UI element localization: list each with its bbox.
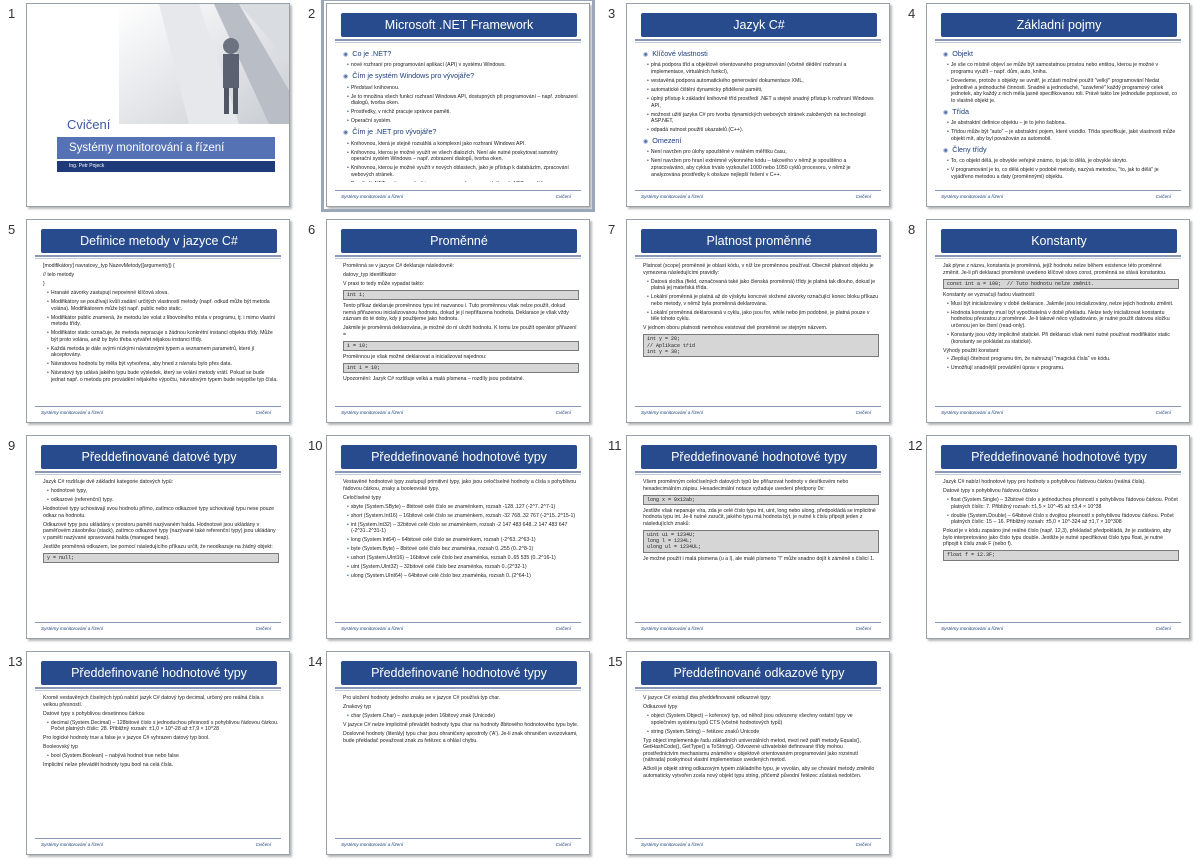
slide-body [643, 695, 879, 830]
slide-title: Předdefinované hodnotové typy [941, 445, 1177, 469]
title-underline [635, 469, 881, 477]
body-paragraph: Celočíselné typy [343, 494, 382, 501]
slide-frame[interactable] [26, 651, 290, 855]
title-underline-thick [335, 255, 581, 257]
slide-thumbnail-1[interactable] [0, 0, 292, 210]
bullet-item: • odkazové (referenční) typy. [43, 497, 279, 504]
slide-frame[interactable] [626, 651, 890, 855]
slide-number: 15 [608, 654, 623, 669]
slide-thumbnail-7[interactable] [600, 216, 892, 426]
body-paragraph: Odkazové typy [643, 703, 678, 710]
bullet-heading: ◉ Objekt [943, 49, 1179, 60]
title-underline-thin [635, 474, 881, 475]
bullet-item: • char (System.Char) – zastupuje jeden 16bitový znak (Unicode) [343, 713, 579, 720]
title-underline-thick [335, 687, 581, 689]
bullet-item: • Umožňují snadnější provádění úprav v programu. [943, 365, 1179, 372]
bullet-heading: ◉ Čím je systém Windows pro vývojáře? [343, 71, 579, 82]
slide-frame[interactable] [326, 435, 590, 639]
slide-title: Předdefinované odkazové typy [641, 661, 877, 685]
slide-title: Proměnné [341, 229, 577, 253]
slide-frame[interactable] [26, 219, 290, 423]
code-box: int y = 20; // Aplikace tříd int y = 30; [643, 334, 879, 357]
title-slide-heading: Cvičení [67, 117, 111, 132]
slide-title: Konstanty [941, 229, 1177, 253]
footer-section-name: Cvičení [255, 410, 271, 415]
bullet-heading: ◉ Co je .NET? [343, 49, 579, 60]
title-photo-image [119, 4, 290, 124]
bullet-heading: ◉ Členy třídy [943, 145, 1179, 156]
slide-frame[interactable] [26, 435, 290, 639]
slide-frame[interactable] [926, 3, 1190, 207]
bullet-item: • Zlepšují čitelnost programu tím, že nahrazují "magická čísla" ve kódu. [943, 356, 1179, 363]
slide-number: 10 [308, 438, 323, 453]
slide-title: Základní pojmy [941, 13, 1177, 37]
slide-thumbnail-6[interactable] [300, 216, 592, 426]
slide-frame[interactable] [926, 219, 1190, 423]
slide-body [643, 47, 879, 182]
body-paragraph: Booleovský typ [43, 744, 78, 751]
title-underline [335, 253, 581, 261]
title-underline-thin [335, 42, 581, 43]
bullet-item: • možnost užití jazyka C# pro tvorbu dynamických webových stránek založených na technologii ASP.NET, [643, 112, 879, 125]
bullet-item: • Modifikátor public znamená, že metodu lze volat z libovolného místa v programu, tj. i mimo vlastní metodu třídy. [43, 315, 279, 328]
footer-course-name: Systémy monitorování a řízení [641, 194, 704, 199]
slide-footer [335, 190, 581, 200]
footer-course-name: Systémy monitorování a řízení [41, 842, 104, 847]
footer-section-name: Cvičení [855, 410, 871, 415]
body-paragraph: Jazyk C# rozlišuje dvě základní kategorie datových typů: [43, 479, 174, 485]
body-paragraph: Je možné použít i malá písmena (u a l), ale malé písmeno "l" může snadno dojít k záměně s číslicí 1. [643, 555, 875, 562]
title-underline-thin [635, 42, 881, 43]
body-paragraph: // telo metody [43, 271, 75, 278]
title-underline [935, 37, 1181, 45]
slide-number: 3 [608, 6, 616, 21]
bullet-item: • Knihovnou, která je stejně rozsáhlá a komplexní jako rozhraní Windows API. [343, 141, 579, 148]
body-paragraph: Jestliže proměnná odkazem, lze pomocí následujícího příkazu určit, že neodkazuje na žádný objekt: [43, 543, 273, 550]
title-underline-thin [335, 258, 581, 259]
code-box: y = null; [43, 553, 279, 563]
title-underline-thick [635, 471, 881, 473]
body-paragraph: Upozornění: Jazyk C# rozlišuje velká a malá písmena – rozdíly jsou podstatné. [343, 376, 525, 383]
footer-course-name: Systémy monitorování a řízení [641, 842, 704, 847]
title-underline-thick [335, 471, 581, 473]
body-paragraph: Jakmile je proměnná deklarována, je možné do ní uložit hodnotu. K tomu lze použít operátor přiřazení = [343, 325, 577, 338]
slide-footer [935, 406, 1181, 416]
slide-body [43, 263, 279, 398]
body-paragraph: Konstanty se vyznačují řadou vlastností: [943, 291, 1036, 298]
slide-body [43, 695, 279, 830]
slide-frame[interactable] [26, 3, 290, 207]
title-underline-thin [35, 258, 281, 259]
bullet-item: • automatické čištění dynamicky přidělené paměti, [643, 87, 879, 94]
footer-section-name: Cvičení [855, 626, 871, 631]
body-paragraph: Datové typy s pohyblivou desetinnou čárkou [43, 710, 145, 717]
slide-body [43, 479, 279, 614]
bullet-item: • hodnotové typy, [43, 488, 279, 495]
title-underline-thin [635, 258, 881, 259]
footer-course-name: Systémy monitorování a řízení [641, 410, 704, 415]
slide-body [643, 263, 879, 398]
bullet-item: • Lokální proměnná je platná až do výskytu koncové složené závorky označující konec bloku příkazu nebo metody, v němž byla proměnná deklarována. [643, 294, 879, 307]
slide-frame[interactable] [626, 3, 890, 207]
body-paragraph: Implicitní nelze převádět hodnoty typu bool na celá čísla. [43, 762, 174, 769]
bullet-item: • Je vše co místně objeví se může být samostatnou prostou nebo entitou, kterou je možné v programu využít – např. dům, auto, kniha. [943, 62, 1179, 75]
bullet-heading: ◉ Klíčové vlastnosti [643, 49, 879, 60]
title-underline-thin [35, 474, 281, 475]
bullet-item: • ulong (System.UInt64) – 64bitové celé číslo bez znaménka, rozsah 0..(2^64-1) [343, 573, 579, 580]
body-paragraph: Jak plyne z názvu, konstanta je proměnná, jejíž hodnotu nelze během existence této proměnné změnit. Je-li při deklaraci proměnné uvedeno klíčové slovo const, proměnná se stává konstantou. [943, 263, 1167, 276]
footer-section-name: Cvičení [855, 842, 871, 847]
bullet-item: • Konstanty jsou vždy implicitně statické. Při deklaraci však není nutné používat modifikátor static (konstanty se pokládat za statické). [943, 332, 1179, 345]
slide-number: 14 [308, 654, 323, 669]
slide-title: Předdefinované hodnotové typy [641, 445, 877, 469]
body-paragraph: Proměnnou je však možné deklarovat a inicializovat najednou: [343, 354, 487, 361]
footer-course-name: Systémy monitorování a řízení [941, 626, 1004, 631]
slide-footer [35, 406, 281, 416]
footer-section-name: Cvičení [1155, 194, 1171, 199]
slide-thumbnail-9[interactable] [0, 432, 292, 642]
slide-frame[interactable] [926, 435, 1190, 639]
bullet-item: • double (System.Double) – 64bitové číslo s dvojitou přesností s pohyblivou řádovou čárkou. Počet platných číslic: 15 – 16. Přibližný rozsah: ±5,0 × 10^-324 až ±1,7 × 10^308 [943, 513, 1179, 526]
bullet-item: • plná podpora tříd a objektově orientovaného programování (včetně dědění rozhraní a implementace, virtuálních funkcí), [643, 62, 879, 75]
title-underline-thick [35, 471, 281, 473]
slide-number: 9 [8, 438, 16, 453]
slide-thumbnail-8[interactable] [900, 216, 1192, 426]
body-paragraph: V jazyce C# nelze implicitně převádět hodnoty typu char na hodnoty 8bitového hodnotového typu byte. [343, 721, 579, 728]
body-paragraph: V praxi to tedy může vypadat takto: [343, 280, 425, 287]
bullet-item: • sbyte (System.SByte) – 8bitové celé číslo se znaménkem, rozsah -128..127 (-2^7..2^7-1) [343, 504, 579, 511]
slide-thumbnail-3[interactable] [600, 0, 892, 210]
slide-footer [35, 622, 281, 632]
title-underline-thick [635, 255, 881, 257]
slide-body [643, 479, 879, 614]
slide-footer [635, 406, 881, 416]
footer-section-name: Cvičení [855, 194, 871, 199]
title-underline [935, 469, 1181, 477]
bullet-item: • uint (System.UInt32) – 32bitové celé číslo bez znaménka, rozsah 0..(2^32-1) [343, 564, 579, 571]
title-underline-thick [935, 39, 1181, 41]
footer-section-name: Cvičení [555, 626, 571, 631]
title-underline-thin [635, 690, 881, 691]
body-paragraph: Tento příkaz deklaruje proměnnou typu int nazvanou i. Tuto proměnnou však nelze použít, dokud nemá přiřazenou inicializovanou hodnotu, dokud je jí nepřiřazena hodnota. Deklarace je však vždy záznam do té doby, kdy ji použijeme jako hodnotu. [343, 303, 569, 323]
slide-frame[interactable] [626, 435, 890, 639]
title-underline-thick [35, 255, 281, 257]
footer-section-name: Cvičení [555, 194, 571, 199]
title-slide-author: Ing. Petr Pojeck [57, 161, 275, 172]
slide-frame[interactable] [326, 3, 590, 207]
body-paragraph: Výhody použití konstant: [943, 347, 1000, 354]
bullet-item: • Každá metoda je dále svými nízkými návratovými typem a seznamem parametrů, které jí akceptovány. [43, 346, 279, 359]
bullet-item [343, 181, 579, 182]
bullet-item: • odpadá nutnost použití ukazatelů (C++). [643, 127, 879, 134]
footer-section-name: Cvičení [555, 842, 571, 847]
slide-thumbnail-4[interactable] [900, 0, 1192, 210]
code-box: int i = 10; [343, 363, 579, 373]
footer-section-name: Cvičení [555, 410, 571, 415]
slide-thumbnail-11[interactable] [600, 432, 892, 642]
slide-body [943, 263, 1179, 398]
bullet-item: • Hodnota konstanty musí být vypočitatelná v době překladu. Nelze tedy inicializovat konstantu hodnotou převzatou z proměnné. Je-li takové něco vyžadováno, je nutné použít datovou složku určenou jen ke čtení (read-only). [943, 310, 1179, 330]
body-paragraph: Doslovné hodnoty (literály) typu char jsou ohraničeny apostrofy ('A'). Je-li znak ohraničen uvozovkami, bude překladač považovat znak za řetězec a ohlásí chybu. [343, 730, 578, 744]
title-underline [635, 37, 881, 45]
title-underline [935, 253, 1181, 261]
title-underline-thick [35, 687, 281, 689]
bullet-item: • V programování je to, co dělá objekt v podobě metody, nazývá metodou, "to, jak to dělá" je vyjádřeno metodou a daty (proměnnými) objektu. [943, 167, 1179, 180]
title-underline-thin [35, 690, 281, 691]
slide-footer [335, 622, 581, 632]
bullet-heading: ◉ Čím je .NET pro vývojáře? [343, 127, 579, 138]
slide-frame[interactable] [326, 219, 590, 423]
body-paragraph: Vestavěné hodnotové typy zastupují primitivní typy, jako jsou celočíselné hodnoty a čísla s pohyblivou řádovou čárkou, znaky a booleovské typy. [343, 479, 577, 492]
body-paragraph: V jazyce C# existují dva předdefinované odkazové typy: [643, 695, 772, 701]
title-underline-thick [635, 687, 881, 689]
slide-number: 2 [308, 6, 316, 21]
slide-footer [635, 622, 881, 632]
slide-number: 6 [308, 222, 316, 237]
title-underline [35, 469, 281, 477]
slide-title: Předdefinované hodnotové typy [341, 661, 577, 685]
body-paragraph: Proměnná se v jazyce C# deklaruje následovně: [343, 263, 455, 269]
body-paragraph: Ačkoli je objekt string odkazovým typem základního typu, je vyvolán, aby se chování metody změnilo automaticky vytvořen zcela nový objekt typu string, přičemž původní řetězec zůstává nedotčen. [643, 766, 875, 779]
bullet-item: • Návratovou hodnotu by měla být vytvořena, aby hned z návratu bylo přes data. [43, 361, 279, 368]
slide-number: 4 [908, 6, 916, 21]
slide-title: Platnost proměnné [641, 229, 877, 253]
bullet-item: • Operační systém. [343, 118, 579, 125]
bullet-item: • nové rozhraní pro programování aplikací (API) v systému Windows. [343, 62, 579, 69]
footer-section-name: Cvičení [1155, 626, 1171, 631]
slide-thumbnail-2[interactable] [300, 0, 592, 210]
slide-footer [335, 406, 581, 416]
title-underline [635, 685, 881, 693]
footer-course-name: Systémy monitorování a řízení [41, 410, 104, 415]
slide-number: 8 [908, 222, 916, 237]
body-paragraph: V jednom oboru platnosti nemohou existovat dvě proměnné se stejným názvem. [643, 325, 828, 332]
slide-title: Jazyk C# [641, 13, 877, 37]
body-paragraph: Znakový typ [343, 703, 371, 710]
title-underline-thin [335, 690, 581, 691]
body-paragraph: Kromě vestavěných číselných typů nabízí jazyk C# datový typ decimal, určený pro reálná čísla s velkou přesností. [43, 695, 264, 708]
slide-footer [935, 190, 1181, 200]
bullet-item: • byte (System.Byte) – 8bitové celé číslo bez znaménka, rozsah 0..255 (0..2^8-1) [343, 546, 579, 553]
title-underline-thin [935, 42, 1181, 43]
footer-section-name: Cvičení [255, 626, 271, 631]
bullet-item: • ushort (System.UInt16) – 16bitové celé číslo bez znaménka, rozsah 0..65 535 (0..2^16-1) [343, 555, 579, 562]
bullet-item: • To, co objekt dělá, je obvykle veřejně známo, to jak to dělá, je obvykle skryto. [943, 158, 1179, 165]
bullet-item: • int (System.Int32) – 32bitové celé číslo se znaménkem, rozsah -2 147 483 648..2 147 483 647 (-2^31..2^31-1) [343, 522, 579, 535]
bullet-heading: ◉ Třída [943, 107, 1179, 118]
body-paragraph: Hodnotové typy uchovávají svou hodnotu přímo, zatímco odkazové typy uchovávají typu nese pouze odkaz na hodnotu. [43, 505, 274, 519]
slide-title: Předdefinované datové typy [41, 445, 277, 469]
slide-body [943, 47, 1179, 182]
slide-frame[interactable] [326, 651, 590, 855]
footer-course-name: Systémy monitorování a řízení [341, 194, 404, 199]
bullet-item: • Není navržen pro úlohy spouštěné v reálném měřítku času, [643, 149, 879, 156]
slide-number: 11 [608, 438, 622, 453]
title-underline [635, 253, 881, 261]
code-box: int i; [343, 290, 579, 300]
footer-section-name: Cvičení [255, 842, 271, 847]
slide-body [343, 479, 579, 614]
slide-body [943, 479, 1179, 614]
slide-footer [635, 190, 881, 200]
title-underline-thick [335, 39, 581, 41]
bullet-item: • Návratový typ udává jakého typu bude výsledek, který se volání metody vrátí. Pokud se bude jednat např. o metodu pro provádění nějakého výpočtu, návratovým typem bude nejspíše typ čísla. [43, 370, 279, 383]
bullet-item: • Modifikátor static označuje, že metoda nepracuje s žádnou konkrétní instancí objektu třídy. Může být proto volána, aniž by bylo třeba vytvářet nějakou instanci třídy. [43, 330, 279, 343]
bullet-item: • vestavěná podpora automatického generování dokumentace XML, [643, 78, 879, 85]
footer-course-name: Systémy monitorování a řízení [341, 626, 404, 631]
body-paragraph: Jazyk C# nabízí hodnotové typy pro hodnoty s pohyblivou řádovou čárkou (reálná čísla). [943, 479, 1146, 485]
bullet-item: • object (System.Object) – kořenový typ, od něhož jsou odvozeny všechny ostatní typy ve společném systému typů CTS (včetně hodnotových typů) [643, 713, 879, 726]
title-underline-thick [635, 39, 881, 41]
title-underline-thin [935, 258, 1181, 259]
bullet-item: • Knihovnou, kterou je možné využít v nových oblastech, jako je přístup k databázím, zpracování webových stránek. [343, 165, 579, 178]
slide-footer [335, 838, 581, 848]
body-paragraph: Pokud je v kódu zapsáno jiné reálné číslo (např. 12,3), překladač předpokládá, že je zadáváno, aby bylo interpretováno jako číslo typu double. Jestliže je nutné specifikovat číslo typu float, je nutné připojit k číslu znak F (nebo f). [943, 528, 1172, 548]
slide-body [343, 695, 579, 830]
title-underline-thick [935, 255, 1181, 257]
bullet-item: • bool (System.Boolean) – nabývá hodnot true nebo false [43, 753, 279, 760]
body-paragraph: } [43, 280, 45, 287]
code-box: const int a = 100; // Tuto hodnotu nelze změnit. [943, 279, 1179, 289]
slide-frame[interactable] [626, 219, 890, 423]
slide-thumbnail-10[interactable] [300, 432, 592, 642]
bullet-item: • Prostředky, v nichž pracuje správce paměti. [343, 109, 579, 116]
bullet-item: • float (System.Single) – 32bitové číslo s jednoduchou přesností s pohyblivou řádovou čárkou. Počet platných číslic: 7. Přibližný rozsah: ±1,5 × 10^-45 až ±3,4 × 10^38 [943, 497, 1179, 510]
slide-footer [635, 838, 881, 848]
bullet-item: • Modifikátory se používají kvůli zadání určitých vlastností metody (např. odkud může být metoda volána). Modifikátorem může být např. public nebo static. [43, 299, 279, 312]
bullet-item: • decimal (System.Decimal) – 128bitové číslo s jednoduchou přesností s pohyblivou řádovou čárkou. Počet platných číslic: 28. Přibližný rozsah: ±1,0 × 10^-28 až ±7,9 × 10^28 [43, 720, 279, 733]
bullet-item: • Představí knihovnou. [343, 85, 579, 92]
bullet-item: • Hranaté závorky zastupují nepovinné klíčová slova. [43, 290, 279, 297]
code-box: float f = 12.3F; [943, 550, 1179, 560]
bullet-heading: ◉ Omezení [643, 136, 879, 147]
bullet-item: • Není navržen pro hraní extrémně výkonného kódu – takového v němž je spouštěno a zpracováváno, aby cyklus trvalo vyzkoušel 1000 nebo 1050 cyklů procesoru, v němž je analyzována prostředky k obsluze nejlepší řešení v C++. [643, 158, 879, 178]
title-underline-thick [935, 471, 1181, 473]
footer-course-name: Systémy monitorování a řízení [341, 842, 404, 847]
title-underline-thin [335, 474, 581, 475]
code-box: uint ui = 1234U; long l = 1234L; ulong ul = 1234UL; [643, 530, 879, 553]
body-paragraph: [modifikátory] navratovy_typ NazevMetody([argumenty]) { [43, 263, 175, 269]
body-paragraph: Pro uložení hodnoty jednoho znaku se v jazyce C# používá typ char. [343, 695, 501, 701]
slide-thumbnail-14[interactable] [300, 648, 592, 858]
footer-course-name: Systémy monitorování a řízení [641, 626, 704, 631]
slide-number: 5 [8, 222, 16, 237]
body-paragraph: datovy_typ identifikator [343, 271, 397, 278]
body-paragraph: Odkazové typy jsou ukládány v prostoru paměti nazývaném halda. Hodnotové jsou ukládány v paměťovém zásobníku (stack), zatímco odkazové typy (nazývané také referenční typy) jsou ukládány v paměti nazývané spravovaná halda (managed heap). [43, 521, 276, 541]
footer-course-name: Systémy monitorování a řízení [41, 626, 104, 631]
bullet-item: • Třídou může být "auto" – je abstraktní pojem, které vozidlo. Třída specifikuje, jaké vlastnosti může objekt mít, aby byl považován za automobil. [943, 129, 1179, 142]
title-underline [335, 685, 581, 693]
slide-number: 12 [908, 438, 923, 453]
slide-title: Definice metody v jazyce C# [41, 229, 277, 253]
footer-course-name: Systémy monitorování a řízení [941, 194, 1004, 199]
slide-number: 13 [8, 654, 23, 669]
slide-body [343, 263, 579, 398]
bullet-item: • Musí být inicializovány v době deklarace. Jakmile jsou inicializovány, nelze jejich hodnotu změnit. [943, 301, 1179, 308]
title-underline [335, 469, 581, 477]
slide-title: Předdefinované hodnotové typy [41, 661, 277, 685]
bullet-item: • Je to množina všech funkcí rozhraní Windows API, dostupných při programování – např. zobrazení dialogů, tvorba oken. [343, 94, 579, 107]
slide-thumbnail-13[interactable] [0, 648, 292, 858]
slide-footer [935, 622, 1181, 632]
title-slide-subtitle: Systémy monitorování a řízení [57, 137, 275, 159]
slide-footer [35, 838, 281, 848]
body-paragraph: Platnost (scope) proměnné je oblast kódu, v níž lze proměnnou používat. Obecně platnost objektu je vymezena následujícími pravidly: [643, 263, 874, 276]
slide-number: 1 [8, 6, 16, 21]
bullet-item: • Dovedeme, protože s objekty se uvnitř, je zčásti možné použít "velký" programování hledat jednotlivé a jednoduché činnosti. Snadné a jednoduché, "uzavřené" každý programový celek jednotek, aby každý z nich měla jasně specifikovanou roli. Právě takto lze jednoduše popisovat, co to vlastně objekt je. [943, 78, 1179, 104]
footer-course-name: Systémy monitorování a řízení [941, 410, 1004, 415]
footer-course-name: Systémy monitorování a řízení [341, 410, 404, 415]
slide-title: Microsoft .NET Framework [341, 13, 577, 37]
body-paragraph: Pro logické hodnoty true a false je v jazyce C# vyhrazen datový typ bool. [43, 735, 210, 742]
bullet-item: • Datová složka (field, označovaná také jako členská proměnná) třídy je platná tak dlouho, dokud je platná jej mateřská třída. [643, 279, 879, 292]
code-box: i = 10; [343, 341, 579, 351]
body-paragraph: Datové typy s pohyblivou řádovou čárkou [943, 487, 1038, 494]
slide-body [343, 47, 579, 182]
footer-section-name: Cvičení [1155, 410, 1171, 415]
bullet-item: • úplný přístup k základní knihovně tříd prostředí .NET a stejně snadný přístup k rozhraní Windows API, [643, 96, 879, 109]
bullet-item: • long (System.Int64) – 64bitové celé číslo se znaménkem, rozsah (-2^63..2^63-1) [343, 537, 579, 544]
body-paragraph: Typ object implementuje řadu základních univerzálních metod, mezi než patří metody Equals(), GetHashCode(), GetType() a ToString(). Odvozené uživatelské definované třídy mohou prostřednictvím mechanismu známého v objektově orientovaném programování jako rozvinutí (náhrada) poskytnout vlastní implementace uvedených metod. [643, 737, 861, 764]
body-paragraph: Jestliže však nepanuje víra, zda je celé číslo typu int, uint, long nebo ulong, předpokládá se implicitně hodnota typu int. Je-li nutné zaručit, jakého typu má hodnota být, je nutné k číslu připojit jeden z následujících znaků: [643, 507, 876, 527]
bullet-item: • Lokální proměnná deklarovaná v cyklu, jako jsou for, while nebo jim podobné, je platná pouze v těle tohoto cyklu. [643, 310, 879, 323]
slide-number: 7 [608, 222, 616, 237]
slide-title: Předdefinované hodnotové typy [341, 445, 577, 469]
slide-thumbnail-15[interactable] [600, 648, 892, 858]
title-underline [35, 685, 281, 693]
title-underline [335, 37, 581, 45]
bullet-item: • Knihovnou, kterou je možné využít ve všech dialozích. Není ale nutné poskytovat samotný operační systém Windows – např. zobrazení dialogů, tvorba oken. [343, 150, 579, 163]
code-box: long x = 0x12ab; [643, 495, 879, 505]
title-underline [35, 253, 281, 261]
bullet-item: • Je abstraktní definice objektu – je to jeho šablona. [943, 120, 1179, 127]
body-paragraph: Všem proměnným celočíselných datových typů lze přiřazovat hodnoty v desítkovém nebo hexadecimálním zápisu. Hexadecimální notace vyžaduje uvedení předpony 0x: [643, 479, 849, 492]
bullet-item: • short (System.Int16) – 16bitové celé číslo se znaménkem, rozsah -32 768..32 767 (-2^15..2^15-1) [343, 513, 579, 520]
bullet-item: • string (System.String) – řetězec znaků Unicode [643, 729, 879, 736]
title-underline-thin [935, 474, 1181, 475]
slide-thumbnail-12[interactable] [900, 432, 1192, 642]
slide-thumbnail-5[interactable] [0, 216, 292, 426]
